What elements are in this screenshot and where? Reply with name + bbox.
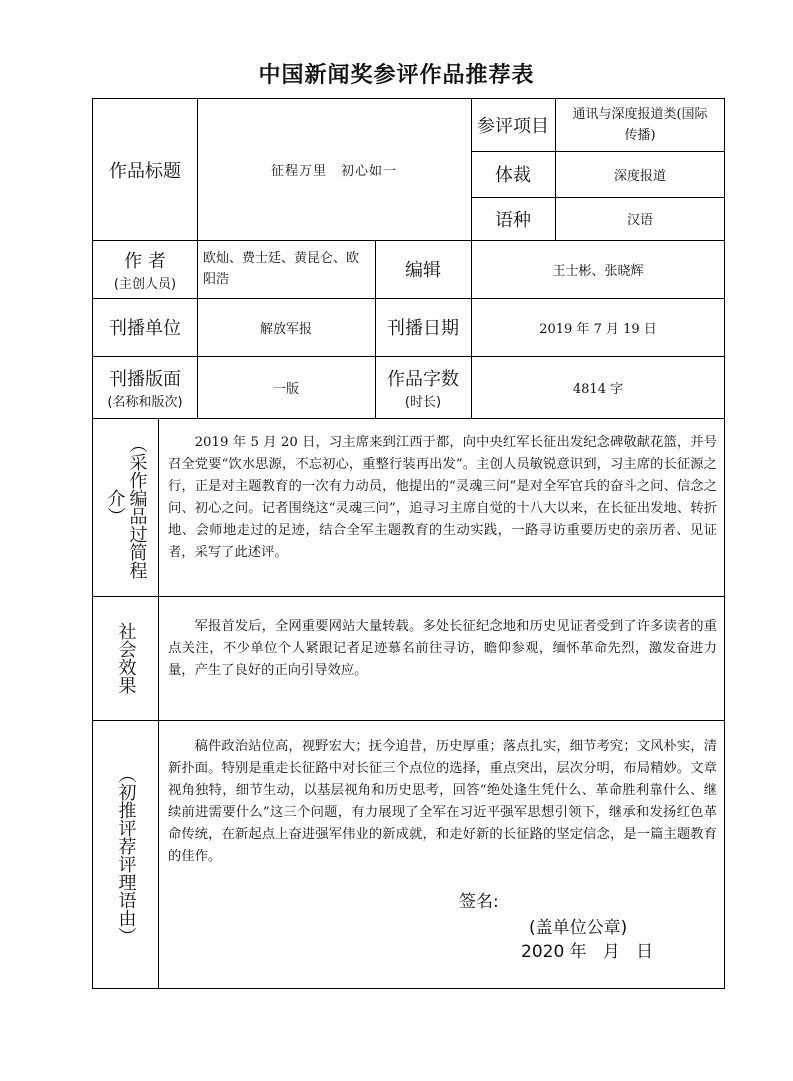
effect-label-cell xyxy=(93,596,158,720)
form-title: 中国新闻奖参评作品推荐表 xyxy=(258,63,535,88)
category-value: 通讯与深度报道类(国际传播) xyxy=(572,107,708,143)
signature-label: 签名: xyxy=(459,892,499,912)
effect-text-cell xyxy=(158,596,725,720)
date-label: 2020 年 月 日 xyxy=(521,942,654,962)
author-sublabel: (主创人员) xyxy=(113,276,177,292)
work-title-label: 作品标题 xyxy=(109,160,181,182)
author-value: 欧灿、费士廷、黄昆仑、欧阳浩 xyxy=(203,251,360,287)
comment-label-cell xyxy=(93,720,158,989)
recommendation-form-table xyxy=(92,98,725,989)
comment-text: 稿件政治站位高，视野宏大；抚今追昔，历史厚重；落点扎实，细节考究；文风朴实，清新扑面。特别是重走长征路中对长征三个点位的选择，重点突出，层次分明，布局精妙。文章视角独特，细节生动，以基层视角和历史思考，回答“绝处逢生凭什么、革命胜利靠什么、继续前进需要什么”这三个问题，有力展现了全军在习近平强军思想引领下，继承和发扬红色革命传统，在新起点上奋进强军伟业的新成就，和走好新的长征路的坚定信念，是一篇主题教育的佳作。 xyxy=(168,739,717,864)
word-count-label: 作品字数 xyxy=(387,368,459,390)
work-title-value: 征程万里 初心如一 xyxy=(270,164,397,179)
word-count-label-cell xyxy=(375,356,471,418)
comment-text-cell xyxy=(158,720,725,880)
publisher-value: 解放军报 xyxy=(259,321,312,337)
author-label-cell xyxy=(93,240,197,298)
page-label: 刊播版面 xyxy=(109,368,181,390)
comment-label: ︵初推评荐评理语由︶ xyxy=(115,764,137,945)
author-label: 作 者 xyxy=(124,250,166,272)
publisher-label: 刊播单位 xyxy=(109,318,181,339)
process-text: 2019 年 5 月 20 日，习主席来到江西于都，向中央红军长征出发纪念碑敬献花篮，并号召全党要“饮水思源，不忘初心，重整行装再出发”。主创人员敏锐意识到，习主席的长征源之行，正是对主题教育的一次有力动员，他提出的“灵魂三问”是对全军官兵的奋斗之问、信念之问、初心之问。记者围绕这“灵魂三问”，追寻习主席自觉的十八大以来，在长征出发地、转折地、会师地走过的足迹，结合全军主题教育的生动实践，一路寻访重要历史的亲历者、见证者，采写了此述评。 xyxy=(168,435,717,560)
editor-label: 编辑 xyxy=(405,260,441,281)
seal-label: (盖单位公章) xyxy=(529,918,628,938)
effect-text: 军报首发后，全网重要网站大量转载。多处长征纪念地和历史见证者受到了许多读者的重点关注，不少单位个人紧跟记者足迹慕名前往寻访，瞻仰参观，缅怀革命先烈，激发奋进力量，产生了良好的正向引导效应。 xyxy=(168,619,717,678)
page-sublabel: (名称和版次) xyxy=(107,394,183,410)
word-count-sublabel: (时长) xyxy=(404,394,442,410)
language-label: 语种 xyxy=(495,209,531,231)
process-label-cell xyxy=(93,418,158,596)
process-text-cell xyxy=(158,418,725,596)
language-value: 汉语 xyxy=(626,213,653,228)
page-label-cell xyxy=(93,356,197,418)
effect-label: 社会效果 xyxy=(115,622,137,694)
pub-date-label: 刊播日期 xyxy=(387,318,459,339)
genre-value: 深度报道 xyxy=(613,168,666,184)
pub-date-value: 2019 年 7 月 19 日 xyxy=(539,321,657,337)
process-label: ︵采作编品过简程介︶ xyxy=(104,435,148,579)
editor-value: 王士彬、张晓辉 xyxy=(552,263,644,279)
word-count-value: 4814 字 xyxy=(572,381,624,397)
category-label: 参评项目 xyxy=(477,116,549,137)
page-value: 一版 xyxy=(272,381,299,397)
genre-label: 体裁 xyxy=(495,165,531,186)
